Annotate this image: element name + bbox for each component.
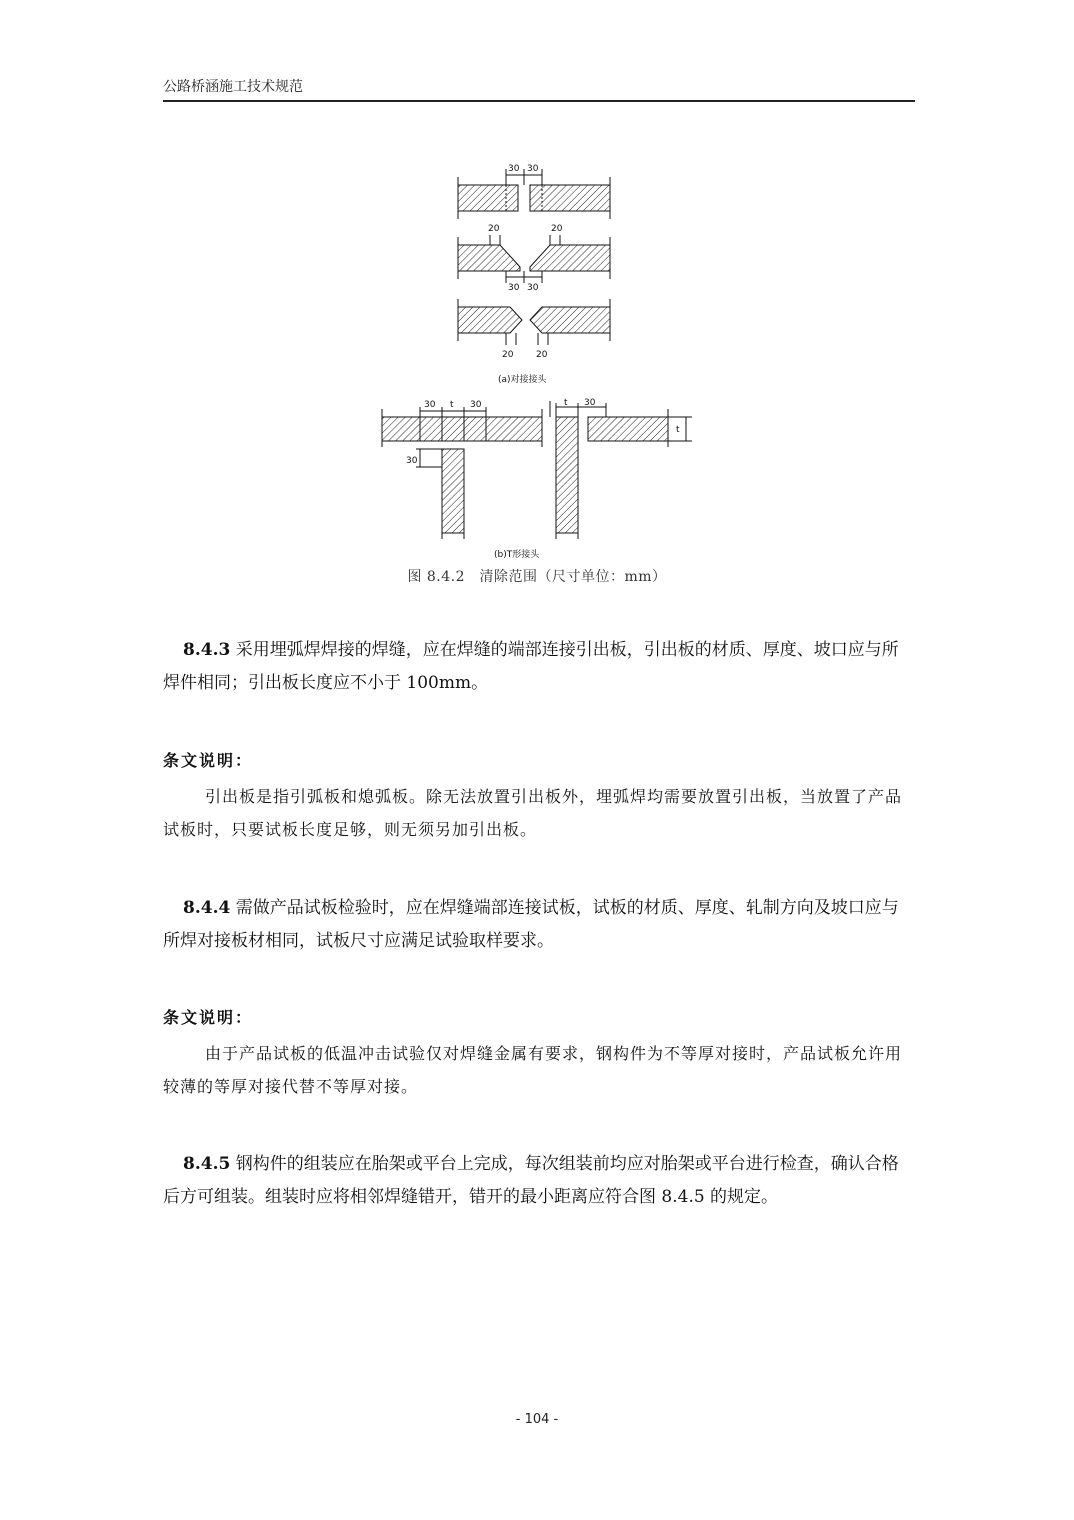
document-title: 公路桥涵施工技术规范: [163, 79, 303, 95]
dim-30-t-right: 30: [470, 400, 482, 410]
t-joint-left: [382, 400, 542, 539]
butt-joint-v-groove: [458, 224, 610, 293]
page-number: - 104 -: [515, 1412, 559, 1427]
note-body: 引出板是指引弧板和熄弧板。除无法放置引出板外，埋弧焊均需要放置引出板，当放置了产品试板时，只要试板长度足够，则无须另加引出板。: [163, 787, 903, 839]
dim-30-right-b: 30: [527, 283, 539, 293]
sub-caption-b: (b)T形接头: [494, 550, 540, 560]
dim-20-right: 20: [551, 224, 563, 234]
dim-20-left-c: 20: [502, 350, 514, 360]
butt-joint-square: [458, 164, 610, 219]
clause-text: 需做产品试板检验时，应在焊缝端部连接试板，试板的材质、厚度、轧制方向及坡口应与所焊对接板材相同，试板尺寸应满足试验取样要求。: [163, 898, 899, 951]
dim-t-right: t: [564, 398, 568, 408]
dim-t-vertical: t: [676, 425, 680, 435]
page-header: [163, 74, 915, 102]
note-title: 条文说明：: [163, 1008, 254, 1027]
dim-t-left: t: [450, 400, 454, 410]
clause-8-4-5: [163, 1148, 915, 1214]
clause-number: 8.4.3: [183, 640, 231, 660]
dim-30-vertical: 30: [406, 456, 418, 466]
dim-30-left-b: 30: [508, 283, 520, 293]
dim-30-t-right-b: 30: [584, 398, 596, 408]
dim-20-right-c: 20: [536, 350, 548, 360]
clause-number: 8.4.5: [183, 1154, 231, 1174]
butt-joint-x-groove: [458, 299, 610, 360]
figure-caption: 图 8.4.2 清除范围（尺寸单位：mm）: [407, 569, 667, 585]
dim-30-right: 30: [527, 164, 539, 174]
note-body: 由于产品试板的低温冲击试验仅对焊缝金属有要求，钢构件为不等厚对接时，产品试板允许用较薄的等厚对接代替不等厚对接。: [163, 1044, 903, 1096]
clause-text: 钢构件的组装应在胎架或平台上完成，每次组装前均应对胎架或平台进行检查，确认合格后方可组装。组装时应将相邻焊缝错开，错开的最小距离应符合图 8.4.5 的规定。: [163, 1154, 899, 1207]
sub-caption-a: (a)对接接头: [498, 375, 547, 385]
dim-20-left: 20: [488, 224, 500, 234]
t-joint-right: [550, 398, 692, 539]
clause-8-4-4: [163, 892, 915, 958]
weld-joint-diagram: [370, 155, 710, 565]
clause-number: 8.4.4: [183, 898, 231, 918]
clause-text: 采用埋弧焊焊接的焊缝，应在焊缝的端部连接引出板，引出板的材质、厚度、坡口应与所焊件相同；引出板长度应不小于 100mm。: [163, 640, 899, 693]
clause-8-4-3: [163, 634, 915, 700]
dim-30-left: 30: [508, 164, 520, 174]
note-title: 条文说明：: [163, 751, 254, 770]
figure-cleaning-range: [370, 155, 710, 565]
dim-30-t-left: 30: [424, 400, 436, 410]
